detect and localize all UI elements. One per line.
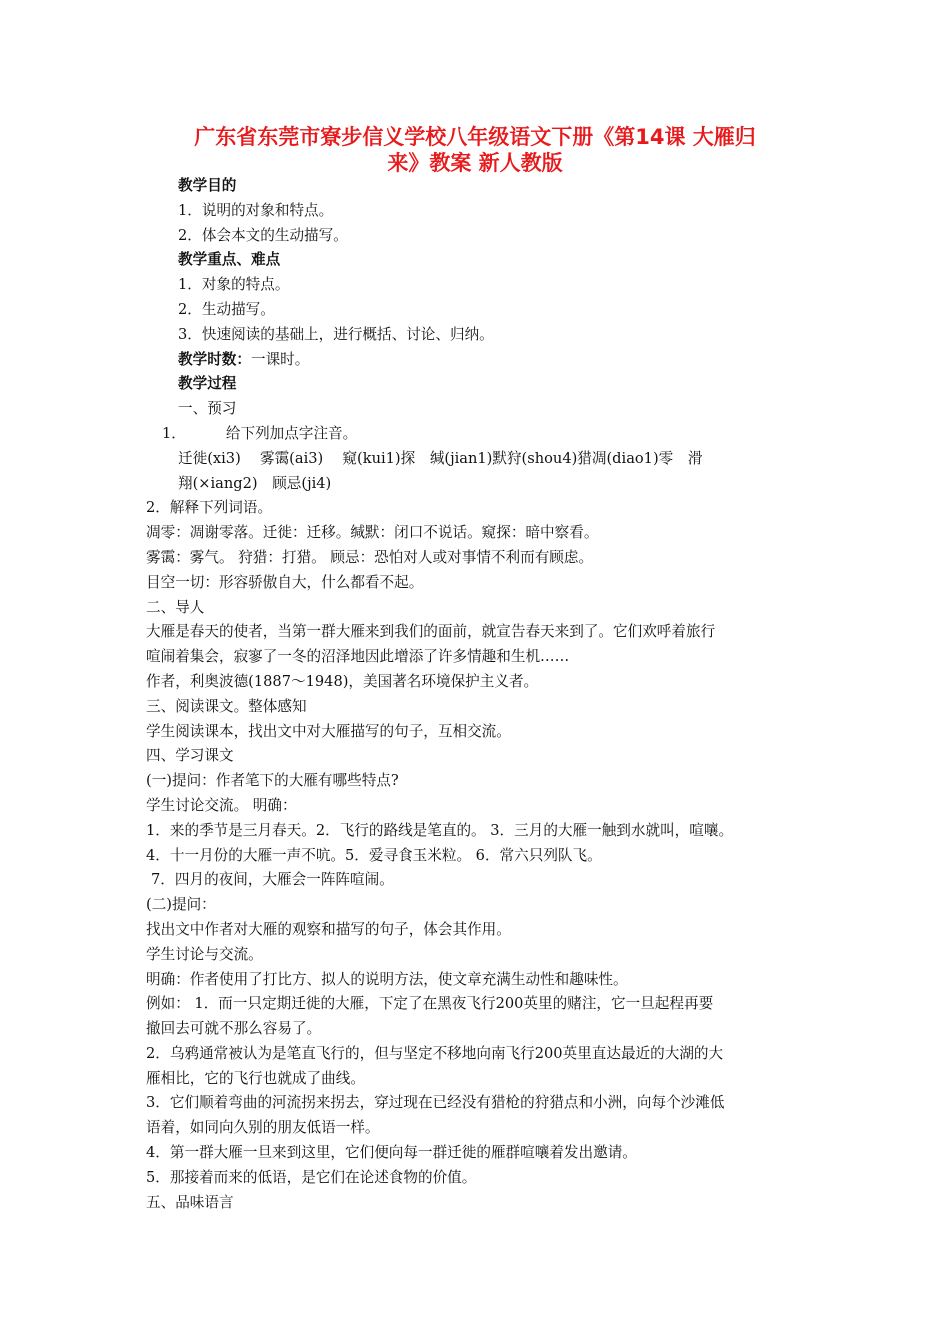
intro-line: 大雁是春天的使者，当第一群大雁来到我们的面前，就宣告春天来到了。它们欢呼着旅行 (146, 623, 716, 641)
key-item: 2．生动描写。 (178, 300, 275, 318)
hours-label: 教学时数： (178, 350, 251, 368)
example-line: 例如： 1．而一只定期迁徙的大雁，下定了在黑夜飞行200英里的赌注，它一旦起程再要 (146, 995, 714, 1013)
question-text: 给下列加点字注音。 (225, 424, 358, 442)
title-line-2: 来》教案 新人教版 (387, 151, 563, 175)
section-heading: 三、阅读课文。整体感知 (146, 697, 307, 715)
example-line: 撤回去可就不那么容易了。 (146, 1020, 322, 1038)
reading-line: 学生阅读课本，找出文中对大雁描写的句子，互相交流。 (146, 722, 511, 740)
answer-line: 1．来的季节是三月春天。2．飞行的路线是笔直的。 3．三月的大雁一触到水就叫，喧嚷。 (146, 821, 734, 839)
key-heading: 教学重点、难点 (178, 251, 281, 269)
example-line: 2．乌鸦通常被认为是笔直飞行的，但与坚定不移地向南飞行200英里直达最近的大湖的大 (146, 1044, 724, 1062)
document-title (150, 124, 800, 176)
preview-question-2: 2．解释下列词语。 (146, 499, 273, 517)
definition-line: 目空一切：形容骄傲自大，什么都看不起。 (146, 573, 424, 591)
goal-item: 2．体会本文的生动描写。 (178, 226, 348, 244)
discussion-line: 学生讨论与交流。 (146, 945, 263, 963)
question-text: 找出文中作者对大雁的观察和描写的句子，体会其作用。 (146, 920, 511, 938)
section-heading: 五、品味语言 (146, 1193, 234, 1211)
author-line: 作者，利奥波德(1887～1948)，美国著名环境保护主义者。 (146, 672, 539, 690)
definition-line: 雾霭：雾气。 狩猎：打猎。 顾忌：恐怕对人或对事情不利而有顾虑。 (146, 548, 594, 566)
section-heading: 四、学习课文 (146, 747, 234, 765)
hours-value: 一课时。 (250, 350, 310, 368)
document-body (146, 174, 810, 1215)
pinyin-line: 翔(×iang2) 顾忌(ji4) (178, 474, 332, 492)
process-heading: 教学过程 (178, 375, 237, 393)
answer-line: 明确：作者使用了打比方、拟人的说明方法，使文章充满生动性和趣味性。 (146, 970, 628, 988)
question-line: (二)提问： (146, 896, 216, 914)
key-item: 3．快速阅读的基础上，进行概括、讨论、归纳。 (178, 325, 494, 343)
title-line-1: 广东省东莞市寮步信义学校八年级语文下册《第14课 大雁归 (194, 125, 756, 149)
section-heading: 一、预习 (178, 400, 237, 418)
question-line: (一)提问：作者笔下的大雁有哪些特点? (146, 772, 399, 790)
example-line: 雁相比，它的飞行也就成了曲线。 (146, 1069, 365, 1087)
answer-line: 7．四月的夜间，大雁会一阵阵喧闹。 (151, 871, 394, 889)
teaching-hours (146, 348, 810, 373)
key-item: 1．对象的特点。 (178, 276, 290, 294)
example-line: 4．第一群大雁一旦来到这里，它们便向每一群迁徙的雁群喧嚷着发出邀请。 (146, 1144, 637, 1162)
example-line: 3．它们顺着弯曲的河流拐来拐去，穿过现在已经没有猎枪的狩猎点和小洲，向每个沙滩低 (146, 1094, 725, 1112)
pinyin-line: 迁徙(xi3) 雾霭(ai3) 窥(kui1)探 缄(jian1)默狩(shou4)猎凋(diao1)零 滑 (178, 449, 703, 467)
answer-line: 4．十一月份的大雁一声不吭。5．爱寻食玉米粒。 6．常六只列队飞。 (146, 846, 602, 864)
goal-item: 1．说明的对象和特点。 (178, 201, 334, 219)
example-line: 语着，如同向久别的朋友低语一样。 (146, 1119, 380, 1137)
example-line: 5．那接着而来的低语，是它们在论述食物的价值。 (146, 1168, 477, 1186)
intro-line: 喧闹着集会，寂寥了一冬的沼泽地因此增添了许多情趣和生机…… (146, 648, 570, 666)
definition-line: 凋零：凋谢零落。迁徙：迁移。缄默：闭口不说话。窥探：暗中察看。 (146, 524, 599, 542)
section-heading: 二、导人 (146, 598, 205, 616)
goal-heading: 教学目的 (178, 177, 237, 194)
discussion-line: 学生讨论交流。 明确： (146, 796, 297, 814)
question-number: 1． (162, 424, 186, 442)
preview-question-1 (146, 422, 810, 447)
